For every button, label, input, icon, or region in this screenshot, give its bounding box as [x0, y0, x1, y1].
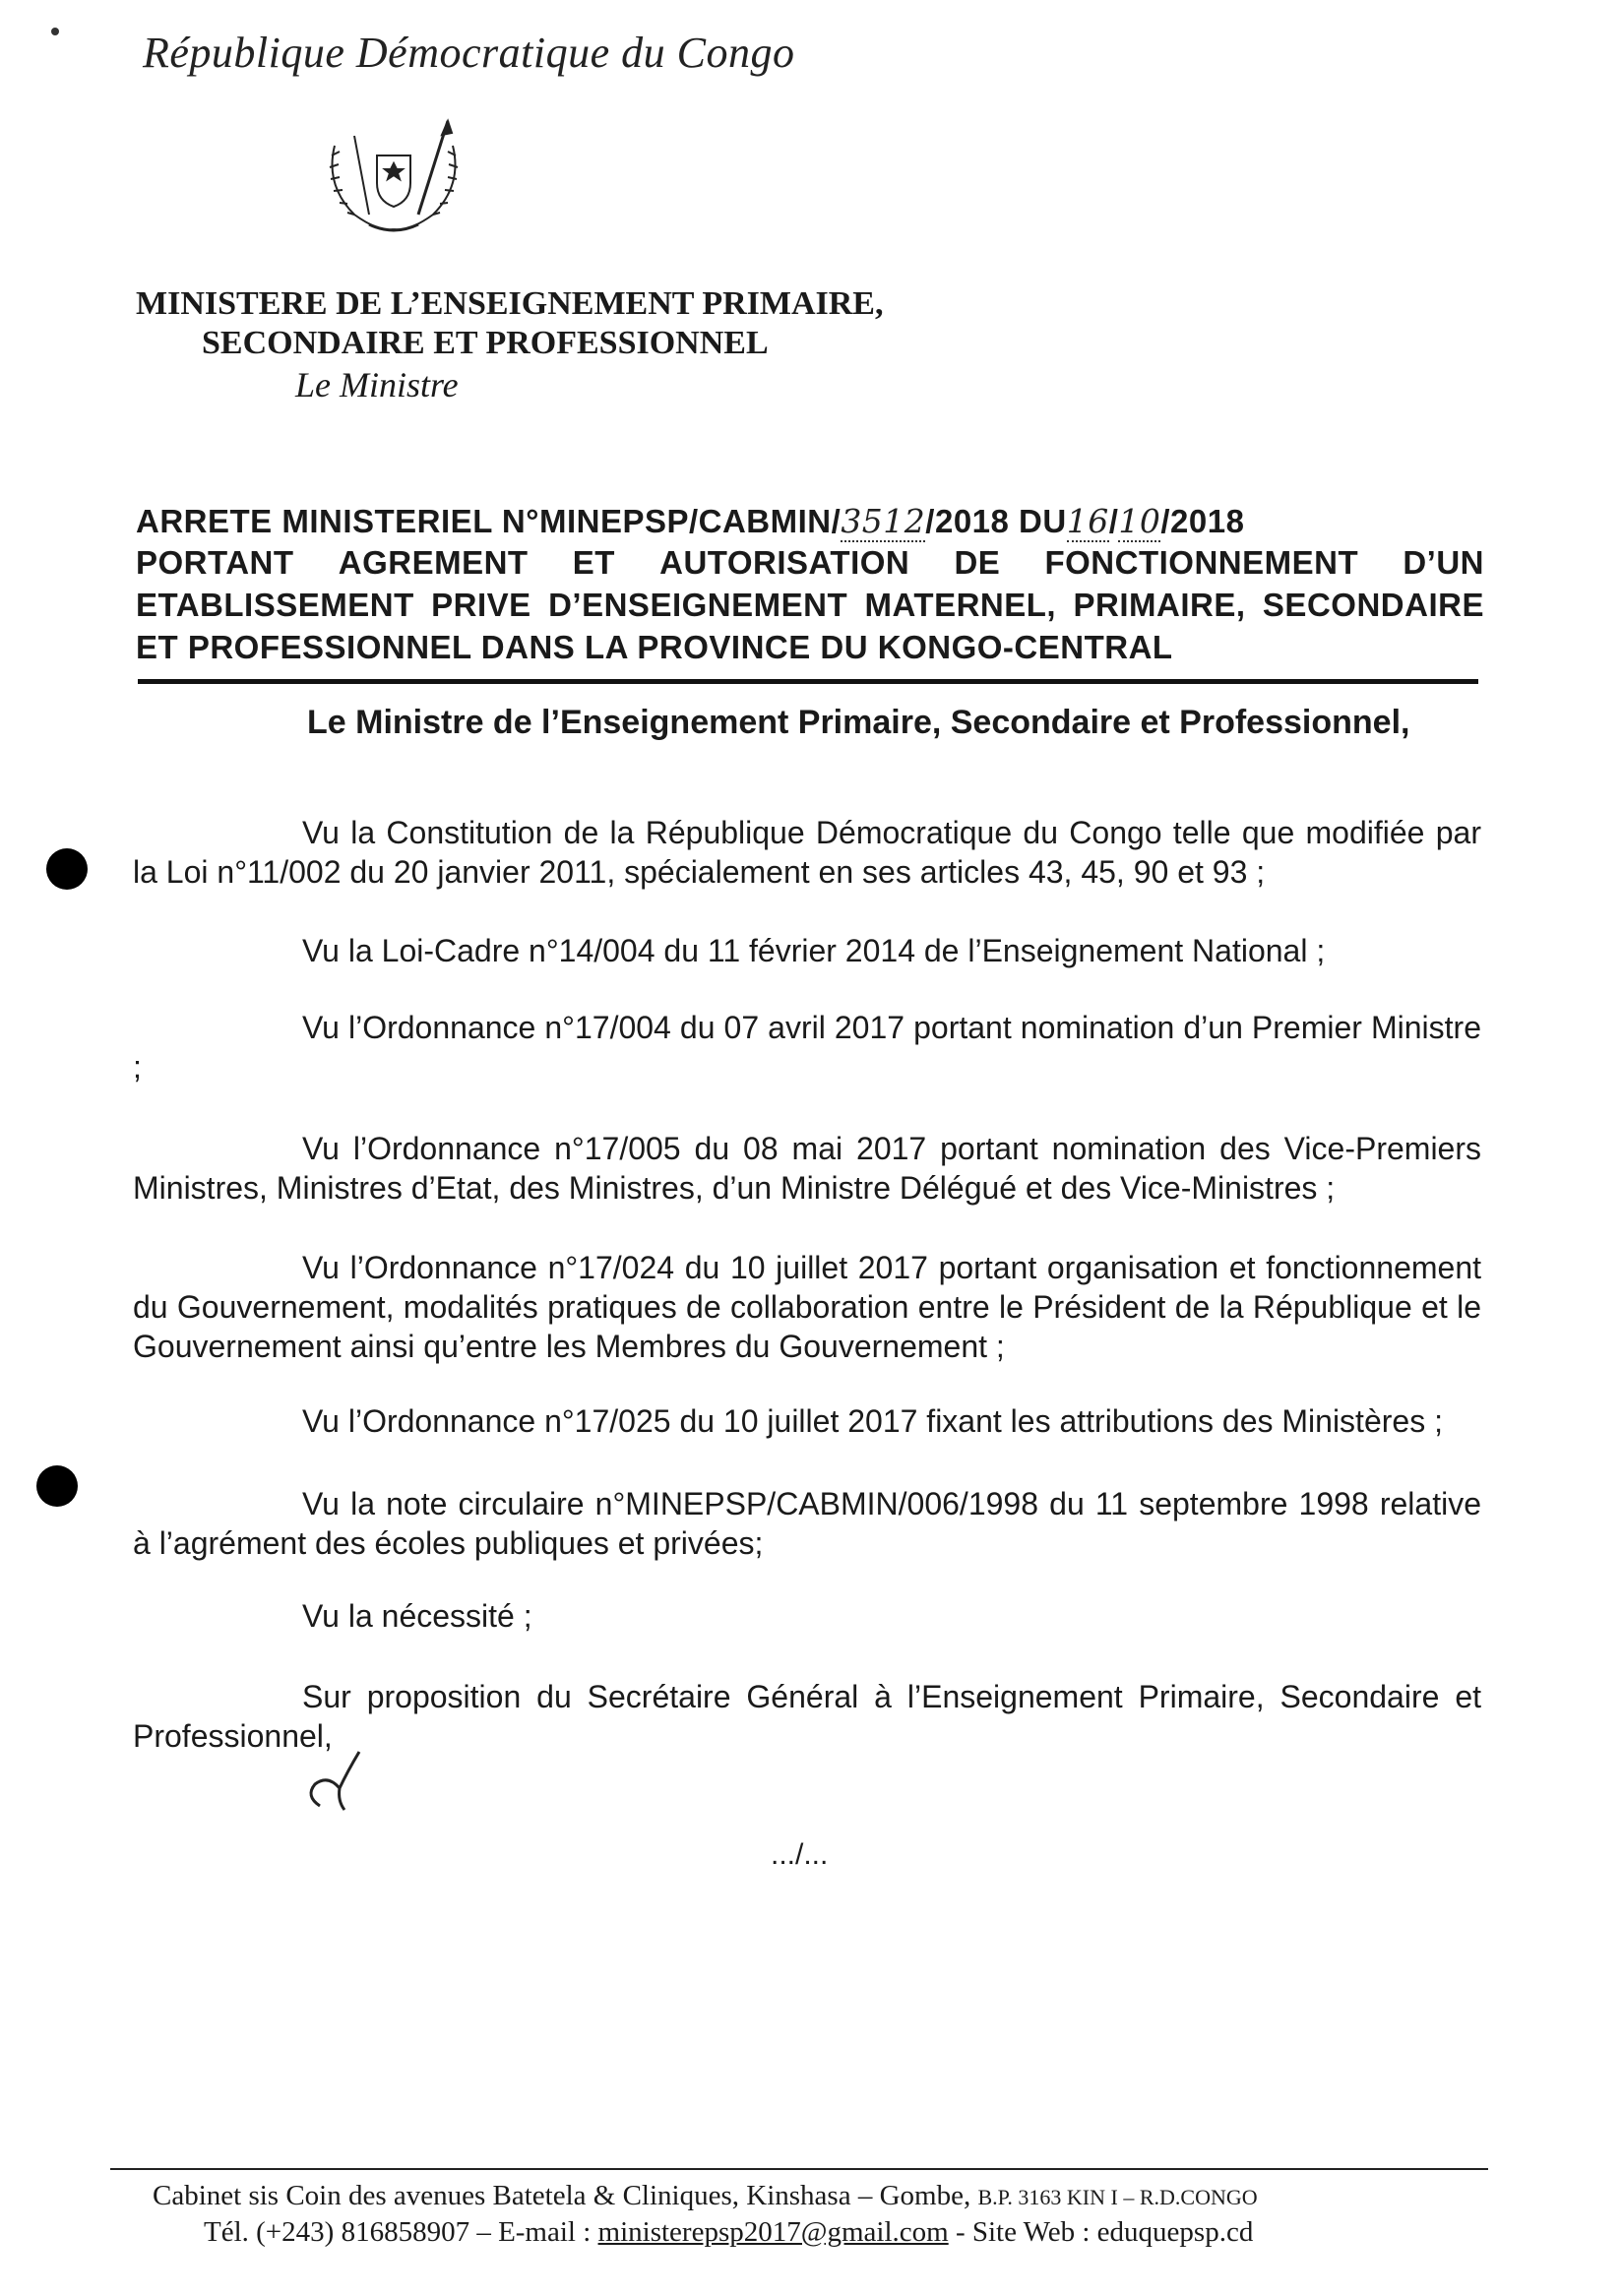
- paragraph: Vu l’Ordonnance n°17/025 du 10 juillet 2017 fixant les attributions des Ministères ;: [302, 1403, 1443, 1439]
- paragraph: Vu l’Ordonnance n°17/005 du 08 mai 2017 portant nomination des Vice-Premiers Ministres, Ministres d’Etat, des Ministres, d’un Ministre Délégué et des Vice-Ministres ;: [133, 1131, 1481, 1206]
- title-word: DE: [954, 544, 1001, 581]
- punch-hole: [46, 848, 88, 890]
- paragraph: Sur proposition du Secrétaire Général à l’Enseignement Primaire, Secondaire et Professionnel,: [133, 1679, 1481, 1754]
- footer-email-link[interactable]: ministerepsp2017@gmail.com: [597, 2216, 949, 2248]
- footer-phone: Tél. (+243) 816858907 – E-mail :: [204, 2216, 598, 2248]
- title-word: ETABLISSEMENT: [136, 587, 414, 623]
- title-word: MATERNEL,: [864, 587, 1057, 623]
- title-word: SECONDAIRE: [1262, 587, 1484, 623]
- footer-po-box: B.P. 3163 KIN I – R.D.CONGO: [977, 2185, 1258, 2209]
- arrete-date-month: 10: [1118, 502, 1161, 540]
- paragraph: Vu l’Ordonnance n°17/004 du 07 avril 2017 portant nomination d’un Premier Ministre ;: [133, 1010, 1481, 1085]
- title-underline: [138, 679, 1478, 684]
- paragraph: Vu la Loi-Cadre n°14/004 du 11 février 2014 de l’Enseignement National ;: [302, 933, 1326, 968]
- arrete-title-line4: ET PROFESSIONNEL DANS LA PROVINCE DU KONGO-CENTRAL: [136, 629, 1173, 665]
- arrete-title-line1: ARRETE MINISTERIEL N°MINEPSP/CABMIN/3512/2018 DU16/10/2018: [136, 502, 1245, 540]
- coat-of-arms-icon: [310, 116, 477, 244]
- paragraph: Vu l’Ordonnance n°17/024 du 10 juillet 2017 portant organisation et fonctionnement du Gouvernement, modalités pratiques de collaboration entre le Président de la République et le Gouvernement ainsi qu’entre les Membres du Gouvernement ;: [133, 1250, 1481, 1364]
- footer-website: - Site Web : eduquepsp.cd: [948, 2216, 1254, 2248]
- le-ministre-heading: Le Ministre: [295, 365, 459, 404]
- title-word: D’ENSEIGNEMENT: [548, 587, 848, 623]
- title-word: ET: [572, 544, 615, 581]
- footer-address: [153, 2180, 1258, 2212]
- arrete-date-year: /2018: [1160, 503, 1245, 539]
- title-word: AGREMENT: [338, 544, 529, 581]
- arrete-prefix: ARRETE MINISTERIEL N°MINEPSP/CABMIN/: [136, 503, 842, 539]
- arrete-number: 3512: [841, 502, 926, 540]
- paragraph: Vu la Constitution de la République Démocratique du Congo telle que modifiée par la Loi n°11/002 du 20 janvier 2011, spécialement en ses articles 43, 45, 90 et 93 ;: [133, 815, 1481, 890]
- arrete-date-day: 16: [1066, 502, 1109, 540]
- paragraph: Vu la nécessité ;: [302, 1598, 532, 1634]
- ministry-name-line1: MINISTERE DE L’ENSEIGNEMENT PRIMAIRE,: [136, 285, 884, 322]
- title-word: AUTORISATION: [659, 544, 910, 581]
- title-word: PORTANT: [136, 544, 294, 581]
- ministry-name-line2: SECONDAIRE ET PROFESSIONNEL: [202, 325, 769, 361]
- footer-address-main: Cabinet sis Coin des avenues Batetela & Cliniques, Kinshasa – Gombe,: [153, 2180, 978, 2211]
- title-word: FONCTIONNEMENT: [1044, 544, 1359, 581]
- arrete-year: /2018 DU: [925, 503, 1067, 539]
- title-word: PRIVE: [431, 587, 531, 623]
- title-word: D’UN: [1403, 544, 1484, 581]
- republique-heading: République Démocratique du Congo: [143, 29, 795, 77]
- footer-rule: [110, 2168, 1488, 2170]
- paragraph: Vu la note circulaire n°MINEPSP/CABMIN/006/1998 du 11 septembre 1998 relative à l’agrément des écoles publiques et privées;: [133, 1486, 1481, 1561]
- minister-heading: Le Ministre de l’Enseignement Primaire, Secondaire et Professionnel,: [307, 704, 1410, 741]
- punch-hole: [36, 1465, 78, 1507]
- signature-initial: [300, 1747, 369, 1816]
- footer-contact: [204, 2216, 1253, 2249]
- arrete-title-line3: [136, 587, 1484, 624]
- continuation-mark: .../...: [771, 1838, 829, 1871]
- scan-speck: [51, 28, 59, 35]
- title-word: PRIMAIRE,: [1073, 587, 1246, 623]
- arrete-title-line2: [136, 544, 1484, 582]
